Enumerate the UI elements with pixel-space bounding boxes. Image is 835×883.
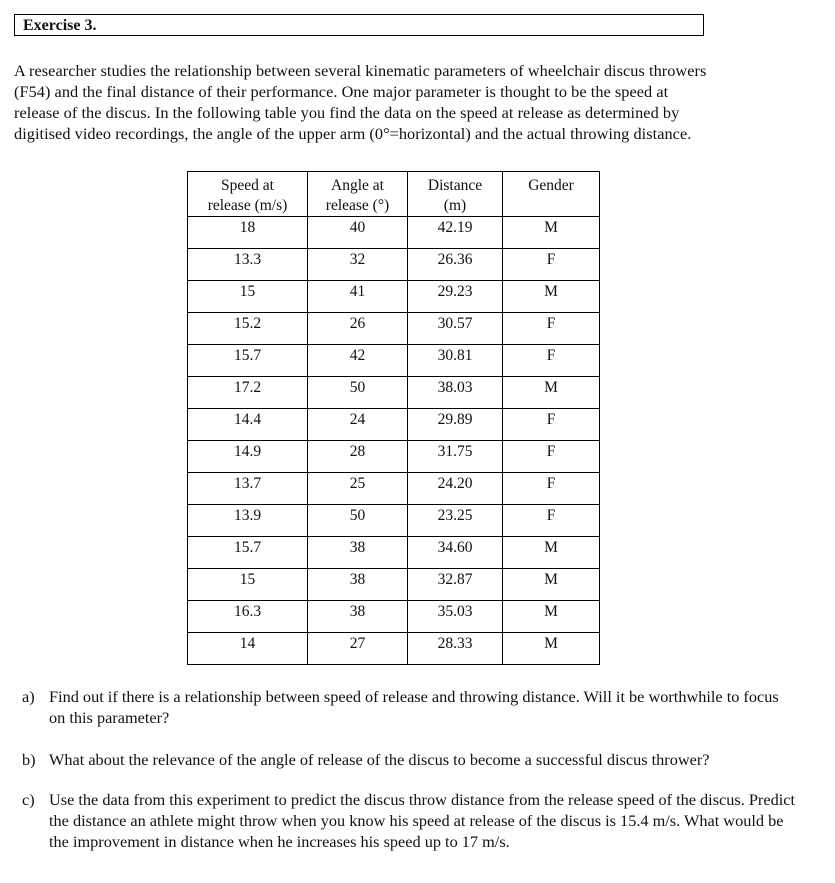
table-header-row — [188, 172, 600, 217]
cell-angle: 41 — [308, 281, 408, 313]
cell-gender: F — [503, 249, 600, 281]
cell-angle: 27 — [308, 633, 408, 665]
cell-speed: 14.4 — [188, 409, 308, 441]
cell-speed: 14.9 — [188, 441, 308, 473]
cell-gender: M — [503, 601, 600, 633]
cell-angle: 50 — [308, 505, 408, 537]
cell-distance: 34.60 — [408, 537, 503, 569]
header-angle: Angle at release (°) — [308, 172, 408, 217]
header-gender: Gender — [503, 172, 600, 217]
question-a — [22, 686, 797, 728]
table-row — [188, 217, 600, 249]
cell-gender: F — [503, 345, 600, 377]
question-text: Use the data from this experiment to predict the discus throw distance from the release speed of the discus. Predict the distance an athlete might throw when you know his speed at release of the discus is 15.4 m/s. What would be the improvement in distance when he increases his speed up to 17 m/s. — [49, 790, 795, 851]
cell-distance: 23.25 — [408, 505, 503, 537]
cell-speed: 14 — [188, 633, 308, 665]
cell-speed: 15.2 — [188, 313, 308, 345]
data-table — [187, 171, 600, 665]
table-row — [188, 569, 600, 601]
cell-speed: 13.7 — [188, 473, 308, 505]
cell-gender: F — [503, 409, 600, 441]
cell-gender: F — [503, 473, 600, 505]
cell-angle: 50 — [308, 377, 408, 409]
cell-distance: 28.33 — [408, 633, 503, 665]
cell-speed: 15.7 — [188, 537, 308, 569]
cell-speed: 13.3 — [188, 249, 308, 281]
cell-gender: M — [503, 633, 600, 665]
cell-distance: 29.89 — [408, 409, 503, 441]
cell-distance: 30.57 — [408, 313, 503, 345]
table-row — [188, 281, 600, 313]
cell-distance: 35.03 — [408, 601, 503, 633]
table-row — [188, 409, 600, 441]
intro-line: A researcher studies the relationship between several kinematic parameters of wheelchair discus throwers — [14, 61, 707, 80]
table-row — [188, 505, 600, 537]
cell-speed: 15 — [188, 569, 308, 601]
cell-gender: F — [503, 313, 600, 345]
question-text: Find out if there is a relationship between speed of release and throwing distance. Will it be worthwhile to focus on this parameter? — [49, 687, 779, 727]
cell-gender: M — [503, 217, 600, 249]
cell-angle: 28 — [308, 441, 408, 473]
cell-angle: 24 — [308, 409, 408, 441]
question-letter: a) — [22, 687, 35, 706]
cell-angle: 40 — [308, 217, 408, 249]
table-row — [188, 313, 600, 345]
cell-speed: 15.7 — [188, 345, 308, 377]
question-letter: c) — [22, 790, 35, 809]
table-row — [188, 633, 600, 665]
cell-speed: 13.9 — [188, 505, 308, 537]
cell-angle: 42 — [308, 345, 408, 377]
question-c — [22, 789, 797, 852]
table-row — [188, 537, 600, 569]
cell-distance: 29.23 — [408, 281, 503, 313]
cell-angle: 32 — [308, 249, 408, 281]
cell-distance: 42.19 — [408, 217, 503, 249]
intro-paragraph — [14, 60, 804, 144]
table-row — [188, 601, 600, 633]
cell-gender: M — [503, 569, 600, 601]
cell-distance: 32.87 — [408, 569, 503, 601]
cell-angle: 38 — [308, 537, 408, 569]
cell-gender: F — [503, 441, 600, 473]
cell-distance: 38.03 — [408, 377, 503, 409]
table-row — [188, 249, 600, 281]
cell-distance: 31.75 — [408, 441, 503, 473]
header-distance: Distance (m) — [408, 172, 503, 217]
intro-line: digitised video recordings, the angle of the upper arm (0°=horizontal) and the actual throwing distance. — [14, 124, 692, 143]
cell-distance: 30.81 — [408, 345, 503, 377]
table-row — [188, 441, 600, 473]
table-row — [188, 473, 600, 505]
cell-speed: 17.2 — [188, 377, 308, 409]
table-row — [188, 377, 600, 409]
question-b — [22, 749, 797, 770]
cell-speed: 18 — [188, 217, 308, 249]
cell-distance: 26.36 — [408, 249, 503, 281]
intro-line: release of the discus. In the following table you find the data on the speed at release as determined by — [14, 103, 680, 122]
cell-gender: M — [503, 377, 600, 409]
cell-angle: 26 — [308, 313, 408, 345]
cell-speed: 16.3 — [188, 601, 308, 633]
question-letter: b) — [22, 750, 36, 769]
cell-gender: F — [503, 505, 600, 537]
header-speed: Speed at release (m/s) — [188, 172, 308, 217]
cell-speed: 15 — [188, 281, 308, 313]
cell-distance: 24.20 — [408, 473, 503, 505]
cell-angle: 38 — [308, 569, 408, 601]
questions-list — [22, 686, 797, 873]
intro-line: (F54) and the final distance of their performance. One major parameter is thought to be the speed at — [14, 82, 669, 101]
question-text: What about the relevance of the angle of release of the discus to become a successful discus thrower? — [49, 750, 710, 769]
table-row — [188, 345, 600, 377]
exercise-title: Exercise 3. — [14, 14, 704, 36]
cell-gender: M — [503, 537, 600, 569]
cell-angle: 25 — [308, 473, 408, 505]
cell-gender: M — [503, 281, 600, 313]
cell-angle: 38 — [308, 601, 408, 633]
